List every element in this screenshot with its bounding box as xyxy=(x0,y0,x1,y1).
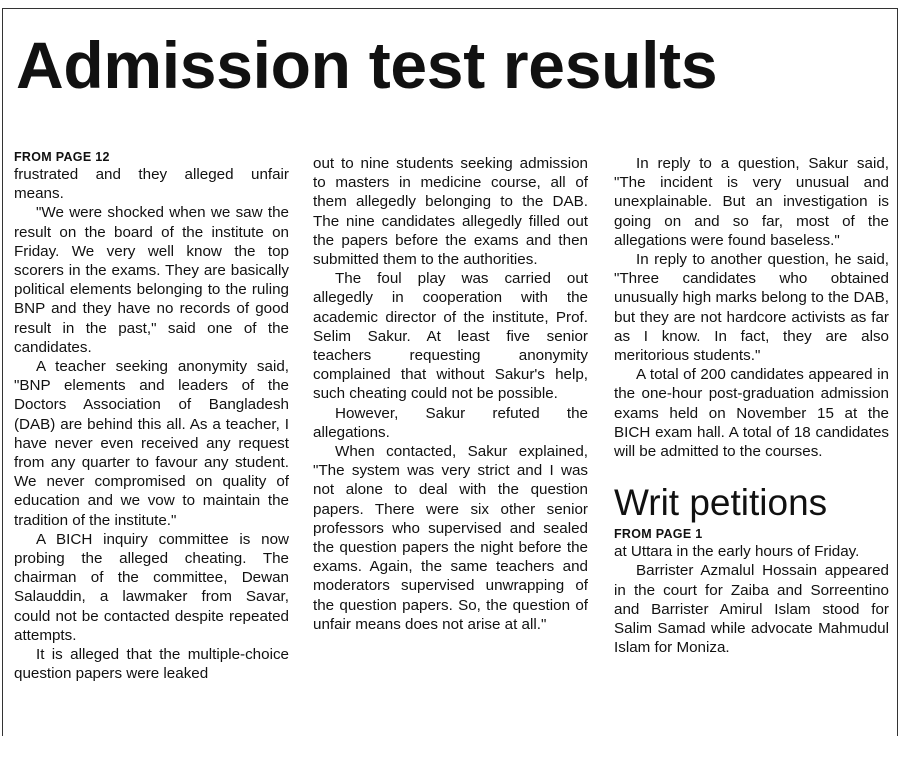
continued-from-label: FROM PAGE 1 xyxy=(614,527,703,542)
column-3 xyxy=(614,154,889,657)
paragraph: A teacher seeking anonymity said, "BNP elements and leaders of the Doctors Association of Bangladesh (DAB) are behind this all. As a teacher, I have never even received any request from any quarter to favour any student. We never compromised on quality of education and we vow to maintain the tradition of the institute." xyxy=(14,358,289,529)
headline: Admission test results xyxy=(16,28,718,102)
paragraph: It is alleged that the multiple-choice question papers were leaked xyxy=(14,646,289,683)
paragraph: The foul play was carried out allegedly in cooperation with the academic director of the institute, Prof. Selim Sakur. At least five senior teachers requesting anonymity complained that without Sakur's help, such cheating could not be possible. xyxy=(313,270,588,403)
paragraph: frustrated and they alleged unfair means. xyxy=(14,166,289,203)
paragraph: Barrister Azmalul Hossain appeared in the court for Zaiba and Sorreentino and Barrister Amirul Islam stood for Salim Samad while advocate Mahmudul Islam for Moniza. xyxy=(614,562,889,657)
column-1 xyxy=(14,150,289,683)
paragraph: When contacted, Sakur explained, "The system was very strict and I was not alone to deal with the question papers. There were six other senior professors who supervised and sealed the question papers the night before the exams. Again, the same teachers and moderators supervised unwrapping of the question papers. So, the question of unfair means does not arise at all." xyxy=(313,443,588,633)
continued-from-label: FROM PAGE 12 xyxy=(14,150,110,164)
paragraph: "We were shocked when we saw the result on the board of the institute on Friday. We very well know the top scorers in the exams. They are basically political elements belonging to the ruling BNP and they have no records of good result in the past," said one of the candidates. xyxy=(14,204,289,356)
paragraph: In reply to another question, he said, "Three candidates who obtained unusually high marks belong to the DAB, but they are not hardcore activists as far as I know. In fact, they are also meritorious students." xyxy=(614,251,889,365)
paragraph: out to nine students seeking admission to masters in medicine course, all of them allegedly belonging to the DAB. The nine candidates allegedly filled out the papers before the exams and then submitted them to the authorities. xyxy=(313,155,588,269)
subheadline: Writ petitions xyxy=(614,482,828,524)
column-2 xyxy=(313,154,588,634)
paragraph: In reply to a question, Sakur said, "The incident is very unusual and unexplainable. But an investigation is going on and so far, most of the allegations were found baseless." xyxy=(614,155,889,249)
paragraph: A total of 200 candidates appeared in the one-hour post-graduation admission exams held on November 15 at the BICH exam hall. A total of 18 candidates will be admitted to the courses. xyxy=(614,366,889,461)
paragraph: However, Sakur refuted the allegations. xyxy=(313,404,588,441)
paragraph: at Uttara in the early hours of Friday. xyxy=(614,543,860,561)
paragraph: A BICH inquiry committee is now probing the alleged cheating. The chairman of the committee, Dewan Salauddin, a lawmaker from Savar, could not be contacted despite repeated attempts. xyxy=(14,530,289,644)
